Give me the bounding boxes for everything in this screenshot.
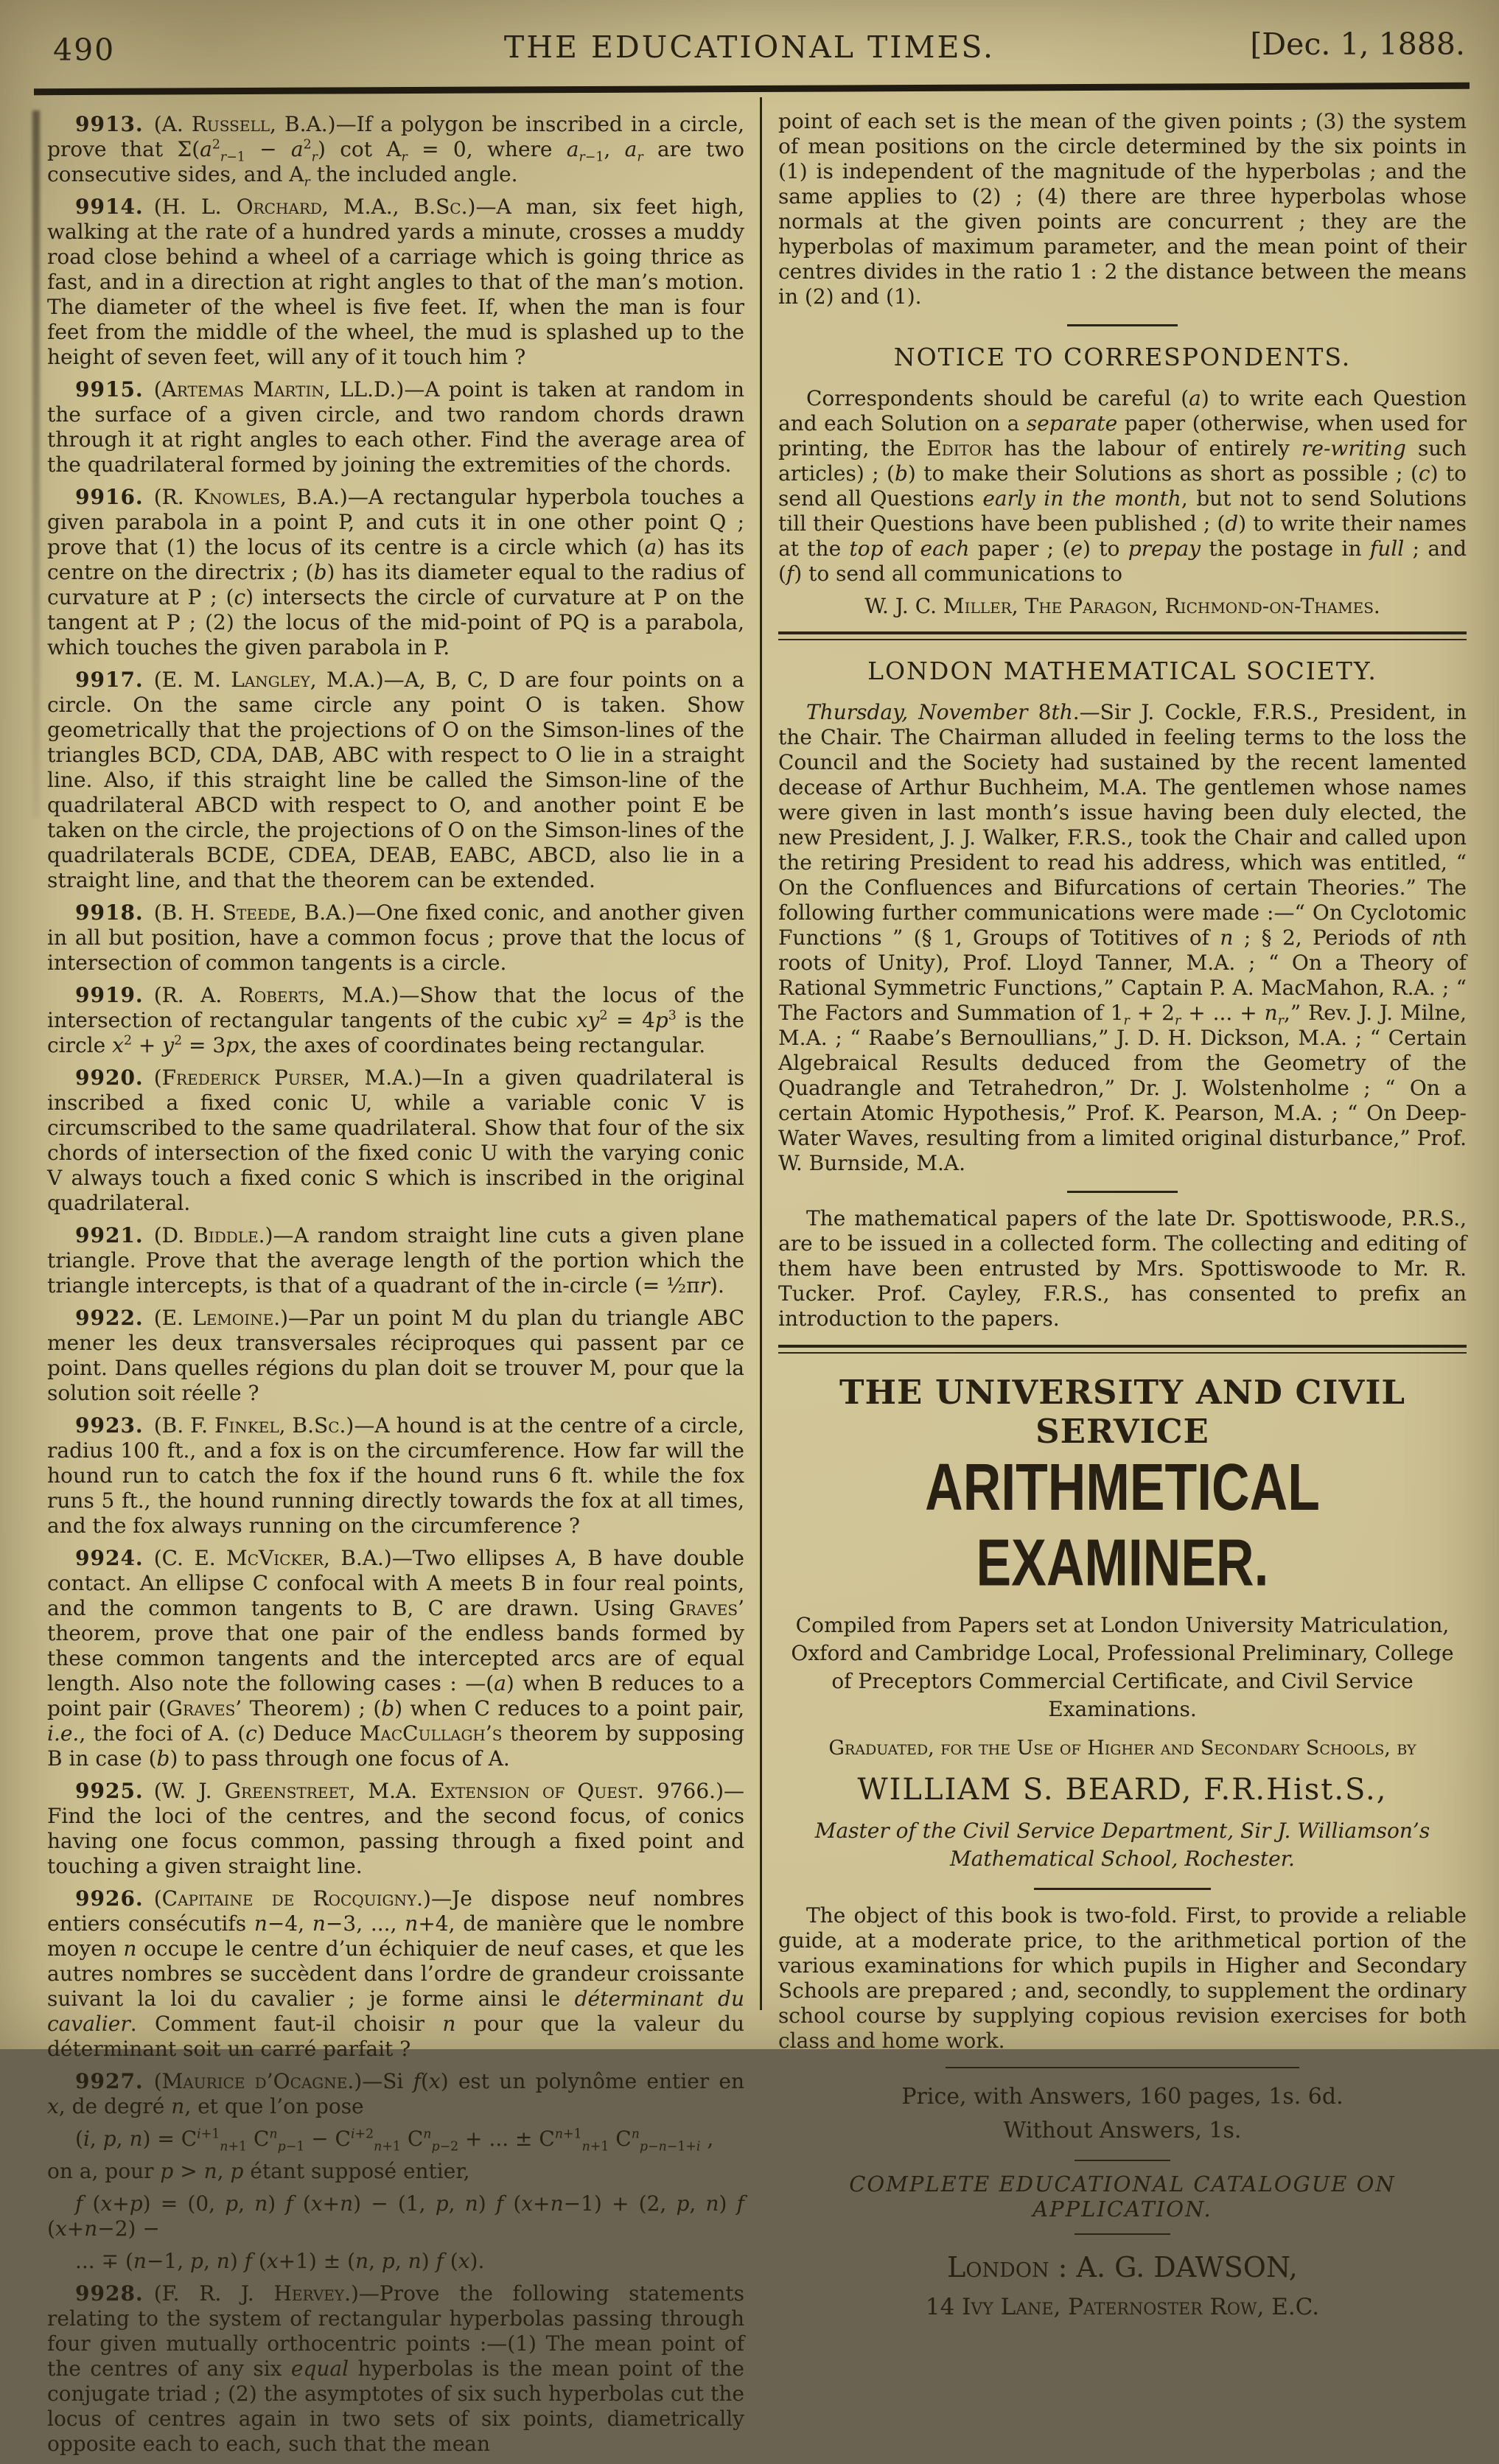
- advert-publisher: London : A. G. DAWSON,: [947, 2251, 1298, 2283]
- advert-publisher-address: 14 Ivy Lane, Paternoster Row, E.C.: [925, 2294, 1320, 2320]
- problem-9918: [47, 900, 744, 976]
- problem-number: 9918.: [75, 900, 144, 925]
- problem-number: 9919.: [75, 983, 144, 1007]
- advert-price-without-answers: Without Answers, 1s.: [1003, 2118, 1242, 2143]
- lms-report: Thursday, November 8th.—Sir J. Cockle, F.R.S., President, in the Chair. The Chairman alluded in feeling terms to the loss the Council and the Society had sustained by the recent lamented decease of Arthur Buchheim, M.A. The gentlemen whose names were given in last month’s issue having been duly elected, the new President, J. J. Walker, F.R.S., took the Chair and called upon the retiring President to read his address, which was entitled, “ On the Confluences and Bifurcations of certain Theories.” The following further communications were made :—“ On Cyclotomic Functions ” (§ 1, Groups of Totitives of n ; § 2, Periods of nth roots of Unity), Prof. Lloyd Tanner, M.A. ; “ On a Theory of Rational Symmetric Functions,” Captain P. A. MacMahon, R.A. ; “ The Factors and Summation of $1_r + 2_r$ + ... + $n_r$,” Rev. J. J. Milne, M.A. ; “ Raabe’s Bernoullians,” J. D. H. Dickson, M.A. ; “ Certain Algebraical Results deduced from the Geometry of the Quadrangle and Tetrahedron,” Dr. J. Wolstenholme ; “ On a certain Atomic Hypothesis,” Prof. K. Pearson, M.A. ; “ On Deep-Water Waves, resulting from a limited original disturbance,” Prof. W. Burnside, M.A.: [778, 700, 1467, 1175]
- problem-author: (A. Russell, B.A.): [153, 112, 336, 136]
- problem-9928: [47, 2281, 744, 2457]
- problem-number: 9916.: [75, 485, 144, 509]
- lms-heading: LONDON MATHEMATICAL SOCIETY.: [867, 657, 1377, 685]
- problem-9919: [47, 983, 744, 1058]
- problem-text: —Prove the following statements relating to the system of rectangular hyperbolas passing through four given mutually orthocentric points :—(1) The mean point of the centres of any six equal hyperbolas is the mean point of the conjugate triad ; (2) the asymptotes of six such hyperbolas cut the locus of centres again in two sets of six points, diametrically opposite each to each, such that the mean: [47, 2281, 744, 2456]
- problem-9921: [47, 1223, 744, 1298]
- problem-9916: [47, 485, 744, 660]
- problem-number: 9921.: [75, 1223, 144, 1247]
- problem-author: (Maurice d’Ocagne.): [153, 2069, 363, 2093]
- gutter-shadow: [32, 111, 40, 818]
- advert-compiled-from: Compiled from Papers set at London University Matriculation, Oxford and Cambridge Local, Professional Preliminary, College of Preceptors Commercial Certificate, and Civil Service Examinations.: [791, 1613, 1454, 1721]
- section-separator-rule: [1067, 1191, 1178, 1193]
- advert-catalogue-line: COMPLETE EDUCATIONAL CATALOGUE ON APPLICATION.: [849, 2171, 1396, 2222]
- problem-text: —One fixed conic, and another given in all but position, have a common focus ; prove that the locus of intersection of common tangents is a circle.: [47, 900, 745, 975]
- problem-author: (Frederick Purser, M.A.): [153, 1065, 422, 1090]
- problem-author: (H. L. Orchard, M.A., B.Sc.): [153, 195, 476, 219]
- problem-9927-formula-2: f (x+p) = (0, p, n) f (x+n) − (1, p, n) f (x+n−1) + (2, p, n) f (x+n−2) −: [47, 2191, 744, 2241]
- problem-text: —A point is taken at random in the surface of a given circle, and two random chords drawn through it at right angles to each other. Find the average area of the quadrilateral formed by joining the extremities of the chords.: [47, 377, 744, 477]
- double-rule: [778, 1345, 1467, 1354]
- problem-text: —A rectangular hyperbola touches a given parabola in a point P, and cuts it in one other point Q ; prove that (1) the locus of its centre is a circle which (a) has its centre on the directrix ; (b) has its diameter equal to the radius of curvature at P ; (c) intersects the circle of curvature at P on the tangent at P ; (2) the locus of the mid-point of PQ is a parabola, which touches the given parabola in P.: [47, 485, 745, 659]
- problem-number: 9923.: [75, 1413, 144, 1438]
- problem-9928-continuation: point of each set is the mean of the given points ; (3) the system of mean positions on the circle determined by the six points in (1) is independent of the magnitude of the hyperbolas ; and the same applies to (2) ; (4) there are three hyperbolas whose normals at the given points are concurrent ; they are the hyperbolas of maximum parameter, and the mean point of their centres divides in the ratio 1 : 2 the distance between the means in (2) and (1).: [778, 109, 1467, 309]
- section-separator-rule: [1067, 324, 1178, 326]
- left-column: [47, 112, 744, 2464]
- problem-number: 9928.: [75, 2281, 144, 2306]
- problem-author: (F. R. J. Hervey.): [153, 2281, 359, 2306]
- problem-9927-formula-3: ... ∓ (n−1, p, n) f (x+1) ± (n, p, n) f (x).: [75, 2249, 485, 2273]
- problem-9926: [47, 1886, 744, 2062]
- problem-author: (B. F. Finkel, B.Sc.): [153, 1413, 354, 1438]
- advert-block: [778, 1373, 1467, 2320]
- problem-9922: [47, 1306, 744, 1406]
- problem-9914: [47, 195, 744, 370]
- problem-9915: [47, 377, 744, 477]
- problem-9917: [47, 668, 744, 893]
- page-number: 490: [53, 32, 116, 68]
- advert-price-with-answers: Price, with Answers, 160 pages, 1s. 6d.: [901, 2084, 1343, 2110]
- problem-text: —Two ellipses A, B have double contact. An ellipse C confocal with A meets B in four real points, and the common tangents to B, C are drawn. Using Graves’ theorem, prove that one pair of the endless bands formed by these common tangents and the intercepted arcs are of equal length. Also note the following cases : —(a) when B reduces to a point pair (Graves’ Theorem) ; (b) when C reduces to a point pair, i.e., the foci of A. (c) Deduce MacCullagh’s theorem by supposing B in case (b) to pass through one focus of A.: [47, 1546, 744, 1771]
- advert-graduated-line: Graduated, for the Use of Higher and Secondary Schools, by: [828, 1737, 1416, 1760]
- spottiswoode-note: The mathematical papers of the late Dr. Spottiswoode, P.R.S., are to be issued in a collected form. The collecting and editing of them have been entrusted by Mrs. Spottiswoode to Mr. R. Tucker. Prof. Cayley, F.R.S., has consented to prefix an introduction to the papers.: [778, 1206, 1467, 1331]
- problem-author: (W. J. Greenstreet, M.A. Extension of Quest. 9766.): [153, 1779, 724, 1803]
- notice-signature: W. J. C. Miller, The Paragon, Richmond-on-Thames.: [864, 594, 1380, 618]
- problem-number: 9914.: [75, 195, 144, 219]
- problem-author: (R. A. Roberts, M.A.): [153, 983, 399, 1007]
- problem-9920: [47, 1065, 744, 1216]
- problem-text: —In a given quadrilateral is inscribed a fixed conic U, while a variable conic V is circumscribed to the same quadrilateral. Show that four of the six chords of intersection of the fixed conic U with the varying conic V always touch a fixed conic S which is inscribed in the original quadrilateral.: [47, 1065, 744, 1215]
- problem-number: 9915.: [75, 377, 144, 402]
- problem-9913: [47, 112, 745, 190]
- problem-number: 9917.: [75, 668, 144, 692]
- problem-author: (E. M. Langley, M.A.): [153, 668, 384, 692]
- problem-text: —A, B, C, D are four points on a circle. On the same circle any point O is taken. Show geometrically that the projections of O on the Simson-lines of the triangles BCD, CDA, DAB, ABC with respect to O lie in a straight line. Also, if this straight line be called the Simson-line of the quadrilateral ABCD with respect to O, and another point E be taken on the circle, the projections of O on the Simson-lines of the quadrilaterals BCDE, CDEA, DEAB, EABC, ABCD, also lie in a straight line, and that the theorem can be extended.: [47, 668, 744, 892]
- problem-number: 9924.: [75, 1546, 144, 1570]
- advert-separator-rule: [946, 2067, 1299, 2068]
- problem-number: 9920.: [75, 1065, 144, 1090]
- problem-text: —Find the loci of the centres, and the second focus, of conics having one focus common, passing through a fixed point and touching a given straight line.: [47, 1779, 744, 1878]
- header-rule: [34, 83, 1470, 95]
- problem-text: —Je dispose neuf nombres entiers consécutifs n−4, n−3, ..., n+4, de manière que le nombre moyen n occupe le centre d’un échiquier de neuf cases, et que les autres nombres se succèdent dans l’ordre de grandeur croissante suivant la loi du cavalier ; je forme ainsi le déterminant du cavalier. Comment faut-il choisir n pour que la valeur du déterminant soit un carré parfait ?: [47, 1886, 745, 2061]
- problem-author: (E. Lemoine.): [153, 1306, 289, 1330]
- journal-title: THE EDUCATIONAL TIMES.: [503, 29, 996, 65]
- problem-text: —A random straight line cuts a given plane triangle. Prove that the average length of the portion which the triangle intercepts, is that of a quadrant of the in-circle (= ½πr).: [47, 1223, 744, 1298]
- problem-number: 9925.: [75, 1779, 144, 1803]
- problem-number: 9922.: [75, 1306, 144, 1330]
- double-rule: [778, 631, 1467, 640]
- advert-separator-rule: [1075, 2233, 1170, 2235]
- advert-author-title: Master of the Civil Service Department, Sir J. Williamson’s Mathematical School, Rochester.: [814, 1819, 1430, 1871]
- problem-text: —A hound is at the centre of a circle, radius 100 ft., and a fox is on the circumference. How far will the hound run to catch the fox if the hound runs 6 ft. while the fox runs 5 ft., the hound running directly towards the fox at all times, and the fox always running on the circumference ?: [47, 1413, 745, 1538]
- problem-author: (Artemas Martin, LL.D.): [153, 377, 405, 402]
- problem-author: (B. H. Steede, B.A.): [153, 900, 356, 925]
- advert-author-name: WILLIAM S. BEARD, F.R.Hist.S.,: [857, 1773, 1388, 1807]
- problem-author: (C. E. McVicker, B.A.): [153, 1546, 392, 1570]
- advert-separator-rule: [1034, 1888, 1211, 1890]
- problem-text: —Si f(x) est un polynôme entier en x, de degré n, et que l’on pose: [47, 2069, 744, 2118]
- problem-text: —A man, six feet high, walking at the rate of a hundred yards a minute, crosses a muddy road close behind a wheel of a carriage which is going thrice as fast, and in a direction at right angles to that of the man’s motion. The diameter of the wheel is five feet. If, when the man is four feet from the middle of the wheel, the mud is splashed up to the height of seven feet, will any of it touch him ?: [47, 195, 744, 369]
- notice-body: Correspondents should be careful (a) to write each Question and each Solution on a separate paper (otherwise, when used for printing, the Editor has the labour of entirely re-writing such articles) ; (b) to make their Solutions as short as possible ; (c) to send all Questions early in the month, but not to send Solutions till their Questions have been published ; (d) to write their names at the top of each paper ; (e) to prepay the postage in full ; and (f) to send all communications to: [778, 386, 1467, 586]
- issue-date: [Dec. 1, 1888.: [1250, 27, 1465, 62]
- column-divider: [760, 97, 762, 2010]
- right-column: [778, 109, 1467, 2320]
- problem-9927-formula-1: (i, p, $n) = C^{i+1}_{n+1}$ $C^n_{p-1} - C^{i+2}_{n+1}$ $C^n_{p-2}$ + ... ± $C^{n+1}_{n+1}$ $C^n_{p-n-1+i}$ ,: [75, 2127, 714, 2155]
- notice-heading: NOTICE TO CORRESPONDENTS.: [893, 343, 1352, 371]
- problem-number: 9927.: [75, 2069, 144, 2093]
- advert-series-line: THE UNIVERSITY AND CIVIL SERVICE: [839, 1373, 1406, 1451]
- problem-text: —If a polygon be inscribed in a circle, prove that $\Sigma(a^2_{r-1} - a^2_r)$ $\cot A_r = 0$, where $a_{r-1}$, $a_r$ are two consecutive sides, and $A_r$ the included angle.: [47, 112, 745, 190]
- problem-text: —Show that the locus of the intersection of rectangular tangents of the cubic $xy^2 = 4p^3$ is the circle $x^2 + y^2 = 3px$, the axes of coordinates being rectangular.: [47, 983, 744, 1057]
- problem-9923: [47, 1413, 744, 1539]
- advert-separator-rule: [1075, 2160, 1170, 2161]
- problem-text: —Par un point M du plan du triangle ABC mener les deux transversales réciproques qui passent par ce point. Dans quelles régions du plan doit se trouver M, pour que la solution soit réelle ?: [47, 1306, 745, 1405]
- problem-9924: [47, 1546, 744, 1771]
- problem-author: (R. Knowles, B.A.): [153, 485, 348, 509]
- problem-author: (D. Biddle.): [153, 1223, 273, 1247]
- problem-number: 9926.: [75, 1886, 144, 1911]
- advert-description: The object of this book is two-fold. First, to provide a reliable guide, at a moderate price, to the arithmetical portion of the various examinations for which pupils in Higher and Secondary Schools are prepared ; and, secondly, to supplement the ordinary school course by supplying copious revision exercises for both class and home work.: [778, 1903, 1467, 2053]
- problem-9927-text-2: on a, pour p > n, p étant supposé entier,: [47, 2159, 470, 2183]
- problem-number: 9913.: [75, 112, 144, 136]
- problem-author: (Capitaine de Rocquigny.): [153, 1886, 431, 1911]
- problem-9927: [47, 2069, 744, 2119]
- advert-book-title: ARITHMETICAL EXAMINER.: [925, 1450, 1320, 1600]
- problem-9925: [47, 1779, 744, 1879]
